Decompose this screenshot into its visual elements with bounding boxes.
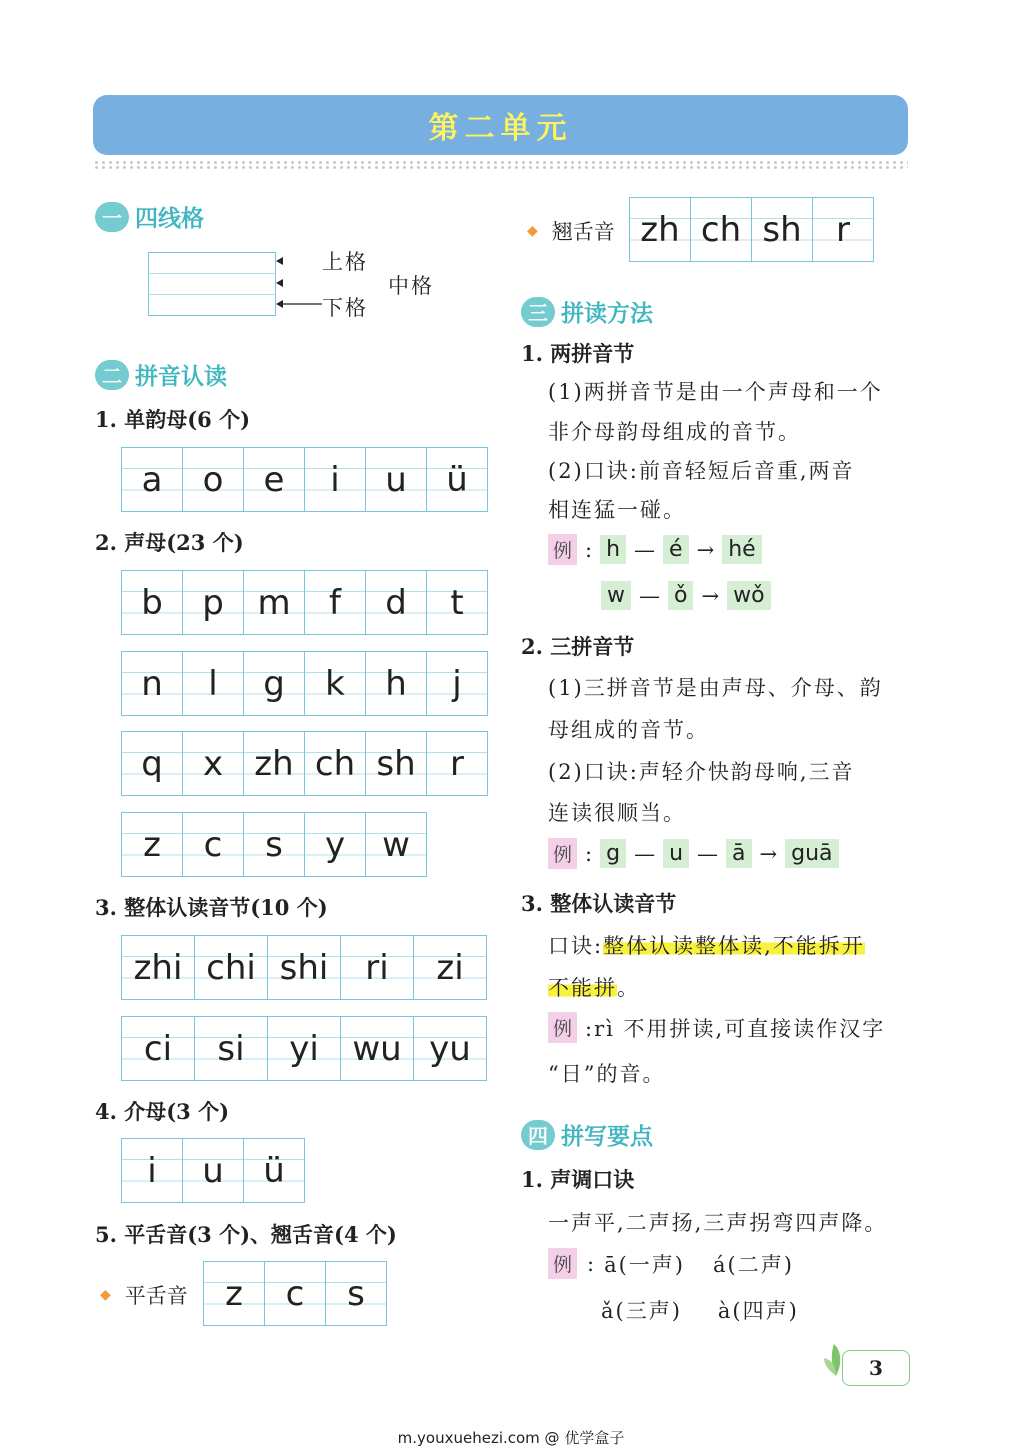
tone-heading: 1. 声调口诀 [521,1167,635,1192]
pinyin-cell: l [183,652,244,715]
pinyin-cell: b [122,571,183,634]
pinyin-cell: zhi [122,936,195,999]
pinyin-cell: f [305,571,366,634]
pinyin-grid [203,1261,387,1326]
whole-read-heading: 3. 整体认读音节 [521,891,677,916]
curl-tongue-label: 翘舌音 [551,220,615,244]
pinyin-cell: c [183,813,244,876]
tone-example: ā(一声) [604,1252,685,1277]
section-number: 一 [95,202,129,232]
pinyin-grid [121,1016,487,1081]
pinyin-cell: h [366,652,427,715]
pinyin-grid [121,570,488,635]
example-row-1 [548,534,762,565]
tone-example: á(二声) [713,1252,794,1277]
paragraph: “日”的音。 [548,1062,666,1086]
pinyin-cell: t [427,571,488,634]
dash: — [634,841,656,866]
pinyin-cell: chi [195,936,268,999]
paragraph: 相连猛一碰。 [548,498,686,522]
whole-syllables-heading: 3. 整体认读音节(10 个) [95,895,328,920]
curl-tongue-label-row [527,216,615,246]
rhyme-line-2 [548,972,640,1002]
pinyin-cell: z [204,1262,265,1325]
pinyin-cell: ci [122,1017,195,1080]
rhyme-line [548,930,865,960]
paragraph: 连读很顺当。 [548,801,686,825]
paragraph: (2)口诀:前音轻短后音重,两音 [548,459,855,483]
section-title: 拼写要点 [561,1124,653,1150]
example-badge: 例 [548,1012,577,1043]
pinyin-cell: m [244,571,305,634]
pinyin-chip: é [663,535,689,564]
two-part-heading: 1. 两拼音节 [521,341,635,366]
pinyin-cell: zh [630,198,691,261]
pinyin-chip: u [663,839,689,868]
flat-tongue-label-row [100,1280,188,1310]
lower-grid-label: 下格 [322,296,368,320]
arrow-icon: → [701,583,720,608]
pinyin-cell: zi [414,936,487,999]
page-number: 3 [842,1350,910,1386]
pinyin-cell: i [122,1139,183,1202]
pinyin-cell: s [326,1262,387,1325]
paragraph: (1)三拼音节是由声母、介母、韵 [548,676,883,700]
footer-watermark: m.youxuehezi.com @ 优学盒子 [397,1429,625,1447]
pinyin-chip: ā [726,839,751,868]
paragraph: 非介母韵母组成的音节。 [548,420,801,444]
section-title: 拼音认读 [135,364,227,390]
dotted-divider [93,160,908,170]
dash: — [639,583,660,608]
unit-title-banner [93,95,908,155]
section-header-1 [95,200,204,233]
pinyin-grid [121,812,427,877]
arrow-icon: → [759,841,778,866]
pinyin-cell: u [366,448,427,511]
arrow-icon: → [696,537,715,562]
pinyin-cell: g [244,652,305,715]
section-number: 二 [95,360,129,390]
pinyin-cell: a [122,448,183,511]
pinyin-grid [121,731,488,796]
pinyin-cell: r [427,732,488,795]
pinyin-cell: y [305,813,366,876]
example-row-2 [601,581,771,610]
tone-example: ǎ(三声) [601,1299,682,1323]
pinyin-chip: h [600,535,626,564]
pinyin-cell: ch [691,198,752,261]
pinyin-chip: guā [785,839,838,868]
pinyin-cell: x [183,732,244,795]
pinyin-cell: zh [244,732,305,795]
example-row-3 [548,838,839,869]
dash: — [634,537,656,562]
medials-heading: 4. 介母(3 个) [95,1099,230,1124]
three-part-heading: 2. 三拼音节 [521,634,635,659]
pinyin-cell: s [244,813,305,876]
pinyin-chip: g [600,839,626,868]
pinyin-cell: i [305,448,366,511]
initials-heading: 2. 声母(23 个) [95,530,244,555]
unit-title: 第二单元 [428,111,573,146]
pinyin-cell: wu [341,1017,414,1080]
pinyin-cell: si [195,1017,268,1080]
example-badge: 例 [548,534,577,565]
colon: : [587,1251,595,1276]
pinyin-grid [121,935,487,1000]
pinyin-cell: ü [244,1139,305,1202]
pinyin-chip: ǒ [668,581,693,610]
pinyin-chip: hé [722,535,761,564]
pinyin-cell: sh [366,732,427,795]
section-title: 四线格 [135,206,204,232]
four-line-grid-diagram [148,252,276,316]
rhyme-prefix: 口诀: [548,934,604,958]
paragraph: (1)两拼音节是由一个声母和一个 [548,380,883,404]
pinyin-chip: wǒ [727,581,770,610]
tone-example: à(四声) [717,1299,799,1323]
tone-example-row-1 [548,1248,794,1279]
period: 。 [617,976,640,1000]
pinyin-cell: yi [268,1017,341,1080]
example-text: :rì 不用拼读,可直接读作汉字 [585,1016,886,1041]
pinyin-cell: p [183,571,244,634]
example-row-4 [548,1012,885,1043]
section-number: 三 [521,297,555,327]
pinyin-cell: u [183,1139,244,1202]
paragraph: (2)口诀:声轻介快韵母响,三音 [548,760,855,784]
pinyin-grid [121,651,488,716]
colon: : [585,841,593,866]
pinyin-cell: o [183,448,244,511]
section-header-2 [95,358,227,391]
single-finals-heading: 1. 单韵母(6 个) [95,407,251,432]
pinyin-cell: c [265,1262,326,1325]
pinyin-cell: k [305,652,366,715]
pinyin-grid [629,197,874,262]
pinyin-cell: ü [427,448,488,511]
flat-curl-heading: 5. 平舌音(3 个)、翘舌音(4 个) [95,1222,397,1247]
pinyin-cell: q [122,732,183,795]
middle-grid-label: 中格 [388,274,434,298]
pinyin-cell: e [244,448,305,511]
pinyin-cell: n [122,652,183,715]
pinyin-cell: w [366,813,427,876]
pinyin-cell: d [366,571,427,634]
pinyin-grid [121,447,488,512]
section-title: 拼读方法 [561,301,653,327]
diamond-bullet-icon: ◆ [527,223,538,239]
tone-example-row-2 [601,1295,799,1325]
pinyin-cell: yu [414,1017,487,1080]
dash: — [697,841,719,866]
paragraph: 一声平,二声扬,三声拐弯四声降。 [548,1211,888,1235]
section-header-4 [521,1118,653,1151]
highlighted-text: 不能拼 [548,976,617,1000]
diamond-bullet-icon: ◆ [100,1287,111,1303]
pinyin-cell: z [122,813,183,876]
example-badge: 例 [548,1248,577,1279]
highlighted-text: 整体认读整体读,不能拆开 [603,934,865,958]
example-badge: 例 [548,838,577,869]
pinyin-cell: ch [305,732,366,795]
pinyin-chip: w [601,581,631,610]
pinyin-cell: sh [752,198,813,261]
upper-grid-label: 上格 [322,250,368,274]
paragraph: 母组成的音节。 [548,718,709,742]
pinyin-cell: j [427,652,488,715]
pinyin-grid [121,1138,305,1203]
flat-tongue-label: 平舌音 [124,1284,188,1308]
pinyin-cell: ri [341,936,414,999]
pinyin-cell: shi [268,936,341,999]
section-number: 四 [521,1120,555,1150]
pinyin-cell: r [813,198,874,261]
colon: : [585,537,593,562]
section-header-3 [521,295,653,328]
